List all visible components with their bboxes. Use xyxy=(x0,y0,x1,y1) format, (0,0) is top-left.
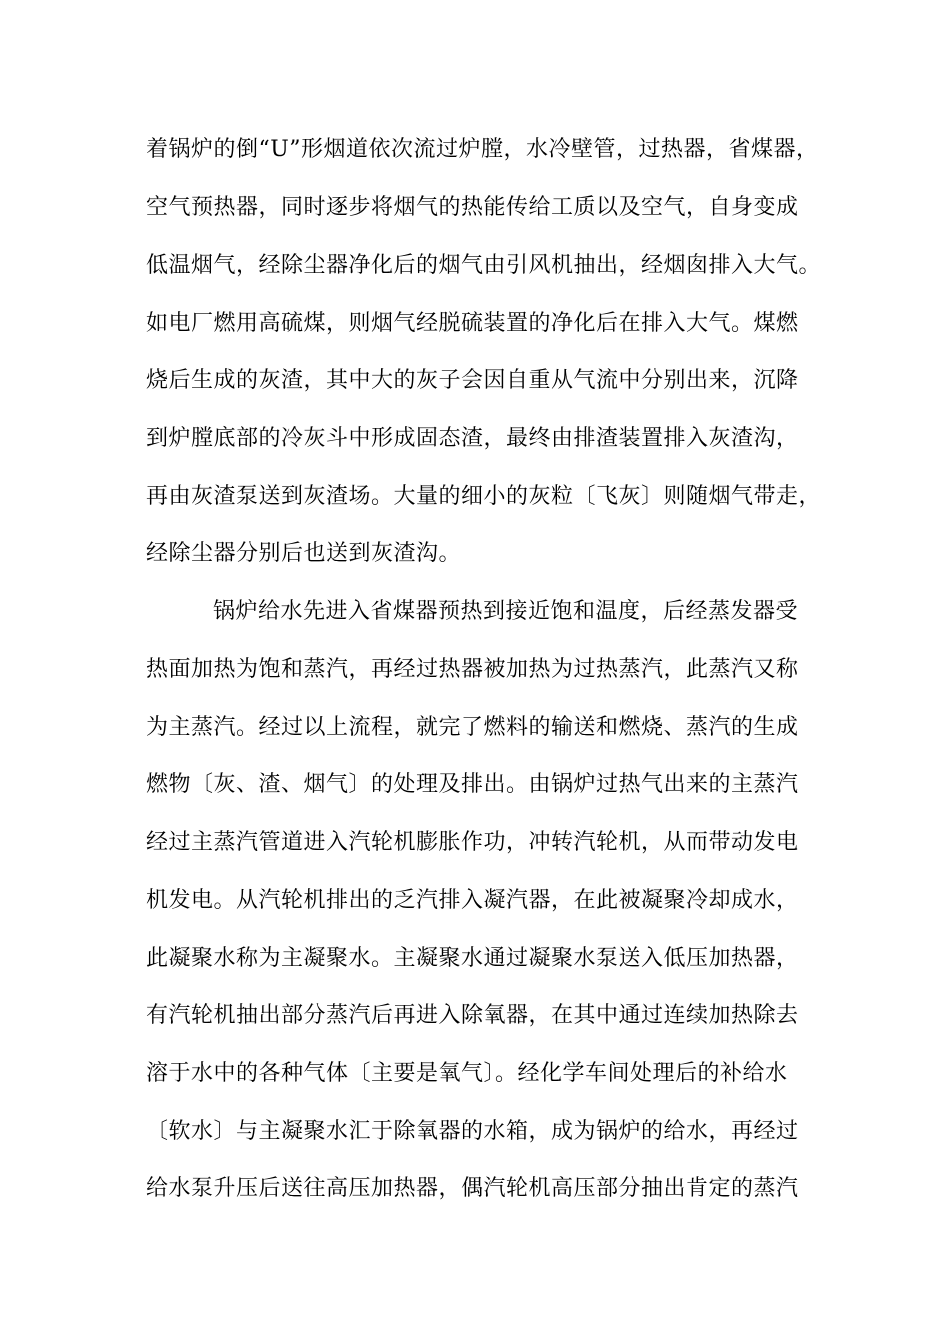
text-line: 低温烟气，经除尘器净化后的烟气由引风机抽出，经烟囱排入大气。 xyxy=(146,253,822,278)
text-line: 机发电。从汽轮机排出的乏汽排入凝汽器，在此被凝聚冷却成水， xyxy=(146,888,799,913)
text-line: 经除尘器分别后也送到灰渣沟。 xyxy=(146,541,462,566)
text-line: 烧后生成的灰渣，其中大的灰子会因自重从气流中分别出来，沉降 xyxy=(146,368,799,393)
text-line: 热面加热为饱和蒸汽，再经过热器被加热为过热蒸汽，此蒸汽又称 xyxy=(146,657,799,682)
text-line: 到炉膛底部的冷灰斗中形成固态渣，最终由排渣装置排入灰渣沟， xyxy=(146,426,799,451)
paragraph-first-line: 锅炉给水先进入省煤器预热到接近饱和温度，后经蒸发器受 xyxy=(213,599,799,624)
text-line: 再由灰渣泵送到灰渣场。大量的细小的灰粒〔飞灰〕则随烟气带走， xyxy=(146,484,822,509)
text-line: 〔软水〕与主凝聚水汇于除氧器的水箱，成为锅炉的给水，再经过 xyxy=(146,1119,799,1144)
text-line: 空气预热器，同时逐步将烟气的热能传给工质以及空气，自身变成 xyxy=(146,195,799,220)
text-line: 此凝聚水称为主凝聚水。主凝聚水通过凝聚水泵送入低压加热器， xyxy=(146,946,799,971)
text-line: 给水泵升压后送往高压加热器，偶汽轮机高压部分抽出肯定的蒸汽 xyxy=(146,1176,799,1201)
text-line: 燃物〔灰、渣、烟气〕的处理及排出。由锅炉过热气出来的主蒸汽 xyxy=(146,772,799,797)
text-line: 着锅炉的倒“U”形烟道依次流过炉膛，水冷壁管，过热器，省煤器， xyxy=(146,137,819,162)
text-line: 溶于水中的各种气体〔主要是氧气〕。经化学车间处理后的补给水 xyxy=(146,1061,788,1086)
text-line: 经过主蒸汽管道进入汽轮机膨胀作功，冲转汽轮机，从而带动发电 xyxy=(146,830,799,855)
text-line: 有汽轮机抽出部分蒸汽后再进入除氧器，在其中通过连续加热除去 xyxy=(146,1003,799,1028)
text-line: 为主蒸汽。经过以上流程，就完了燃料的输送和燃烧、蒸汽的生成 xyxy=(146,715,799,740)
text-line: 如电厂燃用高硫煤，则烟气经脱硫装置的净化后在排入大气。煤燃 xyxy=(146,311,799,336)
